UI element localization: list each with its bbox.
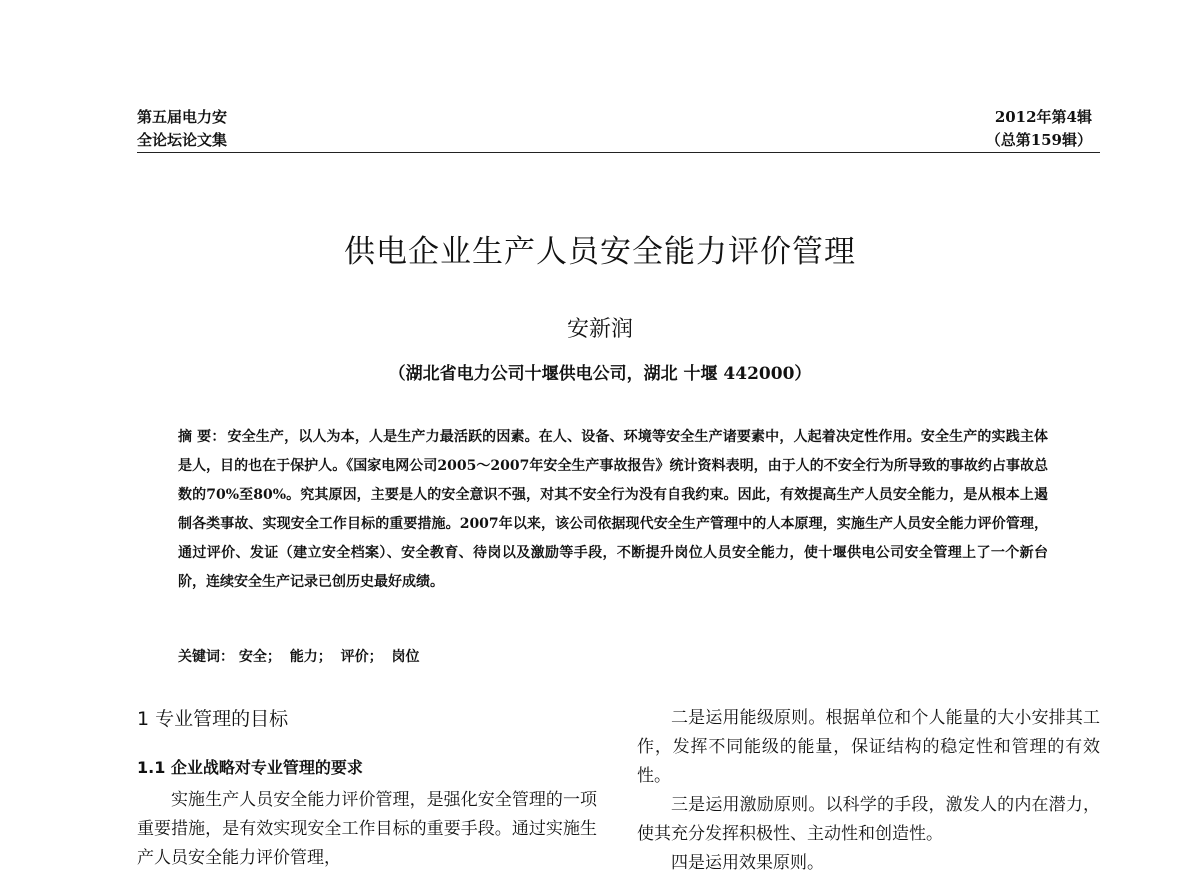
header-divider [137,152,1100,153]
body-column-right [637,704,1100,878]
abstract-text: 安全生产，以人为本，人是生产力最活跃的因素。在人、设备、环境等安全生产诸要素中，人起着决定性作用。安全生产的实践主体是人，目的也在于保护人。《国家电网公司2005～2007年安全生产事故报告》统计资料表明，由于人的不安全行为所导致的事故约占事故总数的70%至80%。究其原因，主要是人的安全意识不强，对其不安全行为没有自我约束。因此，有效提高生产人员安全能力，是从根本上遏制各类事故、实现安全工作目标的重要措施。2007年以来，该公司依据现代安全生产管理中的人本原理，实施生产人员安全能力评价管理，通过评价、发证（建立安全档案）、安全教育、待岗以及激励等手段，不断提升岗位人员安全能力，使十堰供电公司安全管理上了一个新台阶，连续安全生产记录已创历史最好成绩。 [178,429,1049,590]
abstract-label: 摘 要： [178,429,226,445]
keywords-label: 关键词： [178,649,234,665]
keyword-item: 能力； [289,649,332,665]
body-paragraph: 二是运用能级原则。根据单位和个人能量的大小安排其工作，发挥不同能级的能量，保证结构的稳定性和管理的有效性。 [637,708,1100,786]
body-paragraph: 实施生产人员安全能力评价管理，是强化安全管理的一项重要措施，是有效实现安全工作目标的重要手段。通过实施生产人员安全能力评价管理， [137,790,597,868]
subsection-heading: 1.1 企业战略对专业管理的要求 [137,758,363,777]
journal-header-left [137,106,227,152]
body-paragraph-partial: 四是运用效果原则。 [671,853,824,873]
header-right-line1: 2012年第4辑 [994,108,1092,126]
keyword-item: 岗位 [391,649,420,665]
author-name: 安新润 [566,317,633,342]
body-paragraph: 三是运用激励原则。以科学的手段，激发人的内在潜力，使其充分发挥积极性、主动性和创造性。 [637,795,1100,844]
keywords [178,646,1048,666]
abstract [178,423,1048,597]
keyword-item: 安全； [238,649,281,665]
journal-header-right [986,106,1092,152]
header-left-line2: 全论坛论文集 [137,131,228,149]
author-affiliation: （湖北省电力公司十堰供电公司，湖北 十堰 442000） [388,364,812,384]
header-left-line1: 第五届电力安 [137,108,228,126]
body-column-left [137,704,597,873]
paper-title: 供电企业生产人员安全能力评价管理 [344,234,856,270]
section-heading: 1 专业管理的目标 [137,708,289,730]
keyword-item: 评价； [340,649,383,665]
header-right-line2: （总第159辑） [985,131,1092,149]
